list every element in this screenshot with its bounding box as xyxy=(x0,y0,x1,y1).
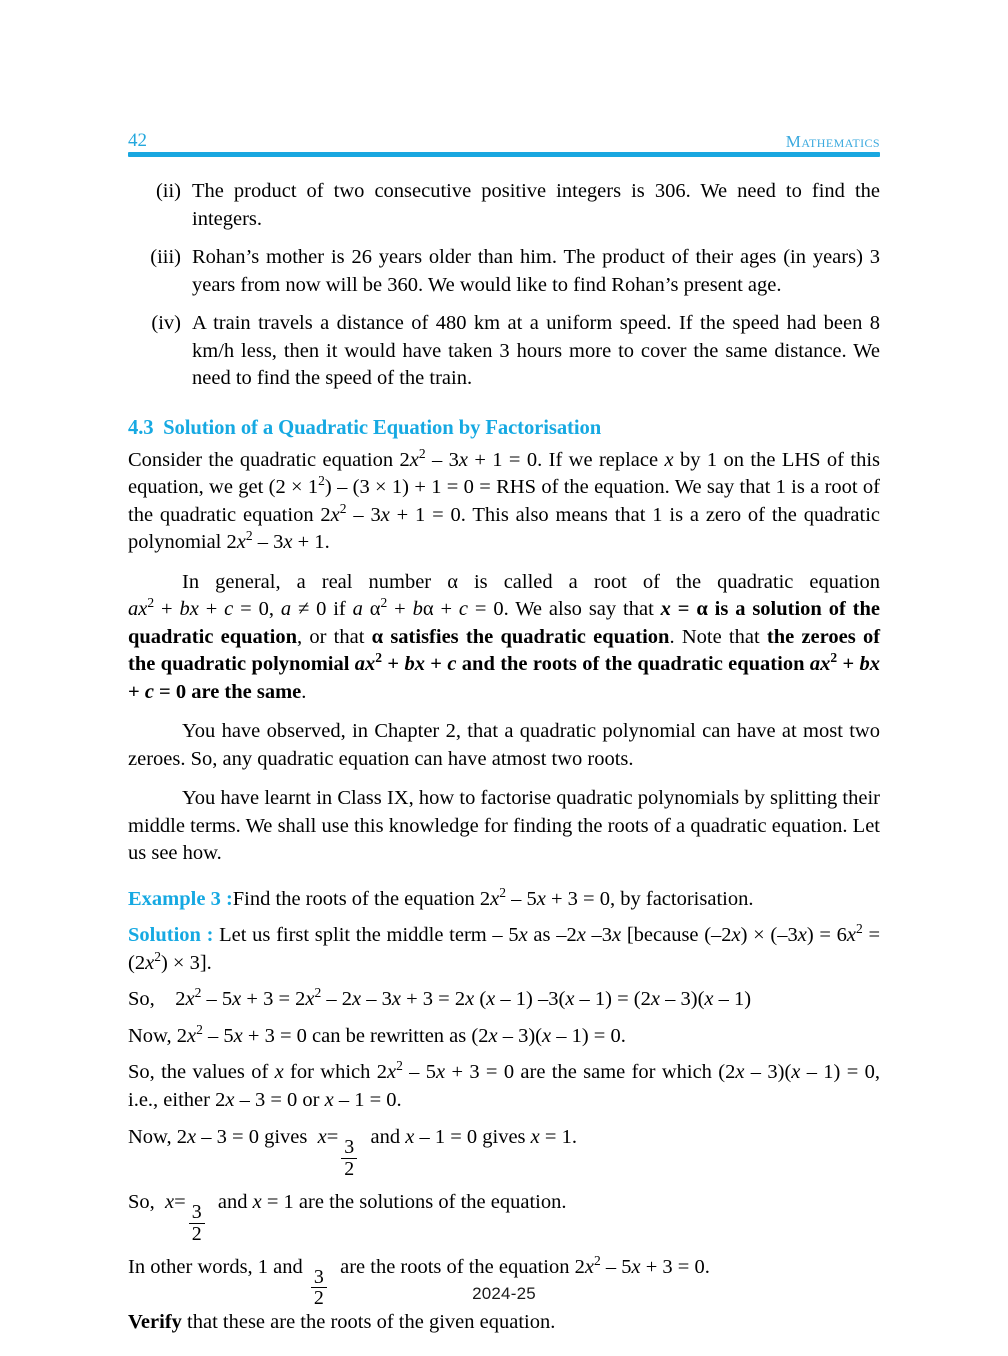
list-item-text: A train travels a distance of 480 km at a uniform speed. If the speed had been 8 km/h less, then it would have taken 3 hours more to cover the same distance. We need to find the speed of the train. xyxy=(192,312,880,389)
section-title: Solution of a Quadratic Equation by Factorisation xyxy=(163,414,602,439)
list-item xyxy=(128,244,880,299)
list-item-marker: (ii) xyxy=(155,180,181,202)
list-item xyxy=(128,178,880,233)
variable-x: x xyxy=(317,1126,327,1148)
verify-label: Verify xyxy=(128,1310,182,1333)
paragraph-learnt: You have learnt in Class IX, how to factorise quadratic polynomials by splitting their middle terms. We shall use this knowledge for finding the roots of a quadratic equation. Let us see how. xyxy=(128,787,880,864)
list-item-marker: (iii) xyxy=(150,246,181,268)
fraction-denominator: 2 xyxy=(189,1223,205,1244)
fraction-numerator: 3 xyxy=(191,1201,202,1224)
text-run: . xyxy=(301,680,307,703)
book-title: Mathematics xyxy=(785,132,880,151)
verify-line xyxy=(128,1309,880,1337)
text-run: . Note that xyxy=(669,625,767,648)
inline-equation: $2x^2 - 5x + 3 = 0$ xyxy=(479,884,610,910)
list-item-text: The product of two consecutive positive integers is 306. We need to find the integers. xyxy=(192,180,880,230)
paragraph-intro xyxy=(128,447,880,557)
solution-line-3: Now, $2x^2 - 5x + 3 = 0$ can be rewritten as (2x – 3)(x – 1) = 0. xyxy=(128,1021,626,1047)
example-label: Example 3 : xyxy=(128,887,233,910)
paragraph-general xyxy=(128,569,880,707)
variable-x: x xyxy=(664,448,674,471)
list-item-text: Rohan’s mother is 26 years older than him. The product of their ages (in years) 3 years from now will be 360. We would like to find Rohan’s present age. xyxy=(192,246,880,296)
section-heading xyxy=(128,415,850,440)
page-footer: 2024-25 xyxy=(472,1284,536,1303)
text-run: , or that xyxy=(297,625,372,648)
fraction-denominator: 2 xyxy=(341,1158,357,1179)
text-run: So, xyxy=(128,988,155,1010)
page-number: 42 xyxy=(128,130,147,151)
problem-list xyxy=(128,178,880,393)
solution-line-7: In other words, 1 and $\frac{3}{2}$ are the roots of the equation $2x^2 - 5x + 3 = 0$. xyxy=(128,1252,710,1310)
header-rule xyxy=(128,152,880,157)
solution-line-1: Solution : Let us first split the middle term – 5x as –2x –3x [because $(-2x) \times (-3x) = 6x^2 = (2x^2) \times 3$]. xyxy=(128,921,881,974)
inline-equation: $ax^2$ + bx + c = 0, a ≠ 0 xyxy=(128,595,327,620)
text-run: that these are the roots of the given equation. xyxy=(181,1310,556,1333)
text-run: , by factorisation. xyxy=(610,887,754,910)
text-run: Consider the quadratic equation xyxy=(128,448,400,471)
list-item xyxy=(128,310,880,393)
bold-run: α satisfies the quadratic equation xyxy=(371,625,670,648)
text-run: In general, a real number xyxy=(182,570,448,593)
section-number: 4.3 xyxy=(128,414,154,439)
solution-line-4: So, the values of x for which $2x^2 - 5x + 3 = 0$ are the same for which (2x – 3)(x – 1) = 0, i.e., either 2x – 3 = 0 or x – 1 = 0. xyxy=(128,1058,880,1111)
bold-run: x = α is a solution of the quadratic equation xyxy=(128,598,880,648)
alpha-symbol: α xyxy=(447,570,458,593)
solution-line-2: So, $2x^2 - 5x + 3 = 2x^2 - 2x - 3x + 3 = 2x$ (x – 1) –3(x – 1) = (2x – 3)(x – 1) xyxy=(128,985,752,1010)
inline-equation: $2x^2 - 3x + 1 = 0$ xyxy=(320,500,461,526)
text-run: by 1 on the LHS of this equation, we get xyxy=(128,448,881,498)
example-statement xyxy=(128,886,880,914)
list-item-marker: (iv) xyxy=(151,312,181,334)
fraction-three-halves xyxy=(341,1137,357,1179)
text-run: is called a root of the quadratic equation xyxy=(457,570,880,593)
text-run: if xyxy=(326,598,353,620)
variable-x: x xyxy=(165,1190,175,1213)
inline-equation: $2x^2 - 3x + 1 = 0$ xyxy=(399,445,538,471)
fraction-denominator: 2 xyxy=(311,1287,327,1308)
inline-equation: $(2 \times 1^2) - (3 \times 1) + 1 = 0$ = RHS xyxy=(268,473,536,498)
text-run: . If we replace xyxy=(537,448,665,471)
text-run: . xyxy=(324,531,330,553)
text-run: Find the roots of the equation xyxy=(232,887,480,910)
solution-line-6: So, x= $\frac{3}{2}$ and x = 1 are the solutions of the equation. xyxy=(128,1190,567,1245)
fraction-numerator: 3 xyxy=(344,1136,355,1159)
paragraph-observed: You have observed, in Chapter 2, that a quadratic polynomial can have at most two zeroes. So, any quadratic equation can have atmost two roots. xyxy=(128,720,880,770)
fraction-numerator: 3 xyxy=(313,1266,324,1289)
solution-label: Solution : xyxy=(128,924,214,946)
text-run: of the equation. We say that 1 is a root of the quadratic equation xyxy=(128,476,880,526)
inline-equation: a $\alpha^2 + b\alpha + c = 0$ xyxy=(352,595,504,620)
text-run: . This also means that 1 is a zero of the quadratic polynomial xyxy=(128,503,880,553)
running-head xyxy=(128,131,880,150)
text-run: . We also say that xyxy=(503,598,661,620)
inline-equation: $2x^2 - 3x + 1$ xyxy=(226,528,325,553)
bold-run: the zeroes of the quadratic polynomial $ax^2$ + bx + c and the roots of the quadratic equation $ax^2$ + bx + c = 0 are the same xyxy=(128,625,881,703)
page-content xyxy=(128,178,880,1336)
fraction-three-halves xyxy=(189,1202,205,1244)
solution-line-5: Now, 2x – 3 = 0 gives x= $\frac{3}{2}$ and x – 1 = 0 gives x = 1. xyxy=(128,1126,577,1180)
